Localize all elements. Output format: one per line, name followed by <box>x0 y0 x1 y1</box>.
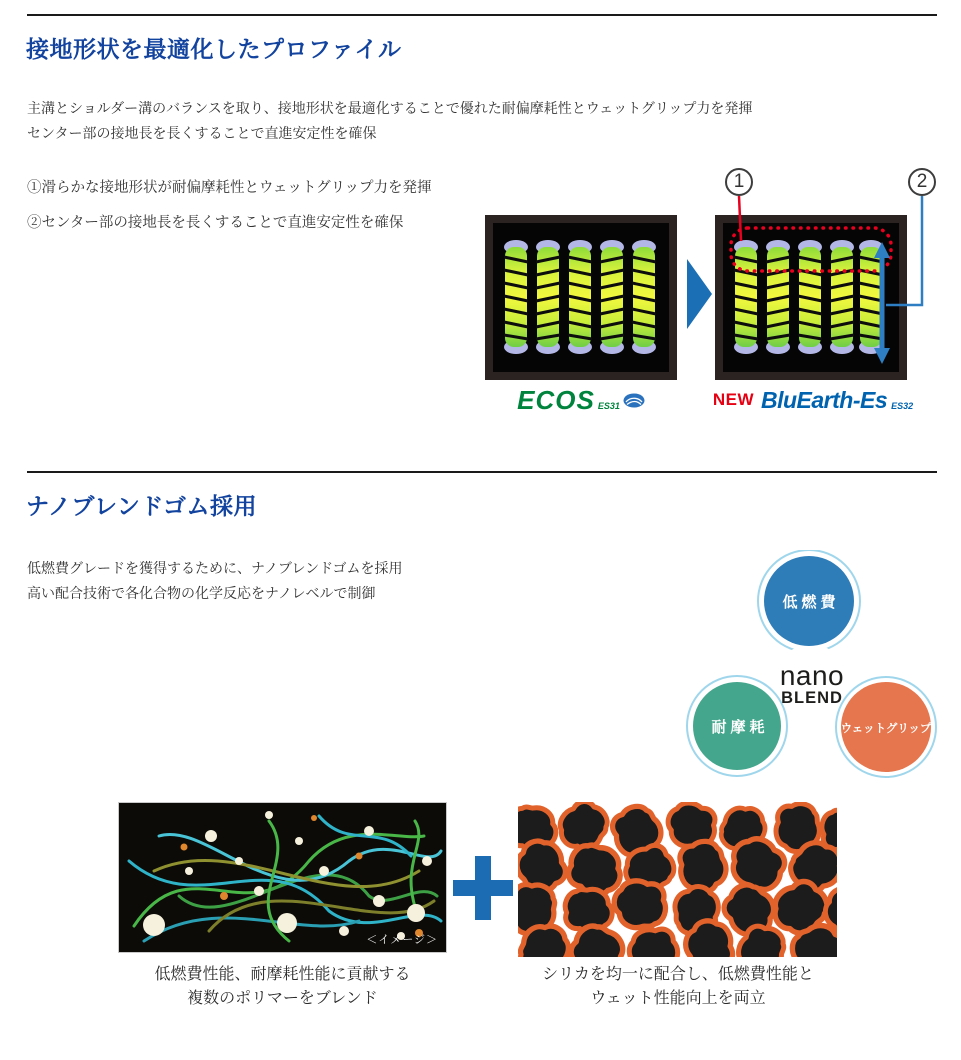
ecos-brand-text: ECOS <box>517 384 595 415</box>
section-divider-rule <box>27 471 937 473</box>
contact-patch-bluearth-image <box>715 215 907 380</box>
node-wear-label: 耐摩耗 <box>711 719 769 736</box>
caption-line: シリカを均一に配合し、低燃費性能と <box>542 966 814 983</box>
new-tag-text: NEW <box>712 390 754 409</box>
caption-line: ウェット性能向上を両立 <box>590 990 766 1007</box>
caption-line: 低燃費性能、耐摩耗性能に貢献する <box>154 966 411 983</box>
polymer-caption <box>118 963 447 1011</box>
paragraph-line: 主溝とショルダー溝のバランスを取り、接地形状を最適化することで優れた耐偏摩耗性とウェットグリップ力を発揮 <box>27 100 753 116</box>
silica-dispersion-image <box>518 802 837 957</box>
contact-patch-figure <box>475 163 941 425</box>
section1-paragraph <box>27 96 752 146</box>
callout-2-badge: 2 <box>908 168 936 196</box>
node-fuel-label: 低燃費 <box>782 594 840 611</box>
nanoblend-diagram <box>686 550 938 782</box>
eco-badge-icon <box>623 393 645 408</box>
callout-1-badge: 1 <box>725 168 753 196</box>
tread-graphic-bluearth <box>723 223 899 372</box>
silica-graphic <box>518 802 837 957</box>
arrow-right-icon <box>687 259 712 329</box>
paragraph-line: 低燃費グレードを獲得するために、ナノブレンドゴムを採用 <box>27 560 403 576</box>
silica-caption <box>503 963 853 1011</box>
polymer-graphic <box>119 803 446 952</box>
caption-line: 複数のポリマーをブレンド <box>187 990 378 1007</box>
image-disclaimer-tag: ＜イメージ＞ <box>366 934 438 946</box>
ecos-logo <box>485 385 677 415</box>
plus-icon <box>453 856 513 920</box>
paragraph-line: 高い配合技術で各化合物の化学反応をナノレベルで制御 <box>27 585 376 601</box>
paragraph-line: センター部の接地長を長くすることで直進安定性を確保 <box>27 125 377 141</box>
contact-patch-ecos-image <box>485 215 677 380</box>
polymer-blend-image <box>118 802 447 953</box>
bluearth-code-text: ES32 <box>891 401 914 411</box>
tread-graphic-ecos <box>493 223 669 372</box>
ecos-code-text: ES31 <box>597 401 620 411</box>
bluearth-brand-text: BluEarth-Es <box>761 386 888 413</box>
top-rule <box>27 14 937 16</box>
nano-wordmark-line1: nano <box>779 660 845 691</box>
section2-title: ナノブレンドゴム採用 <box>26 493 257 519</box>
section1-point-1: ①滑らかな接地形状が耐偏摩耗性とウェットグリップ力を発揮 <box>27 180 432 196</box>
section1-title: 接地形状を最適化したプロファイル <box>26 36 402 62</box>
section2-paragraph <box>27 556 403 606</box>
section1-point-2: ②センター部の接地長を長くすることで直進安定性を確保 <box>27 215 404 231</box>
node-wet-label: ウェットグリップ <box>840 723 932 735</box>
nano-wordmark-line2: BLEND <box>781 689 843 707</box>
bluearth-logo <box>708 385 918 415</box>
